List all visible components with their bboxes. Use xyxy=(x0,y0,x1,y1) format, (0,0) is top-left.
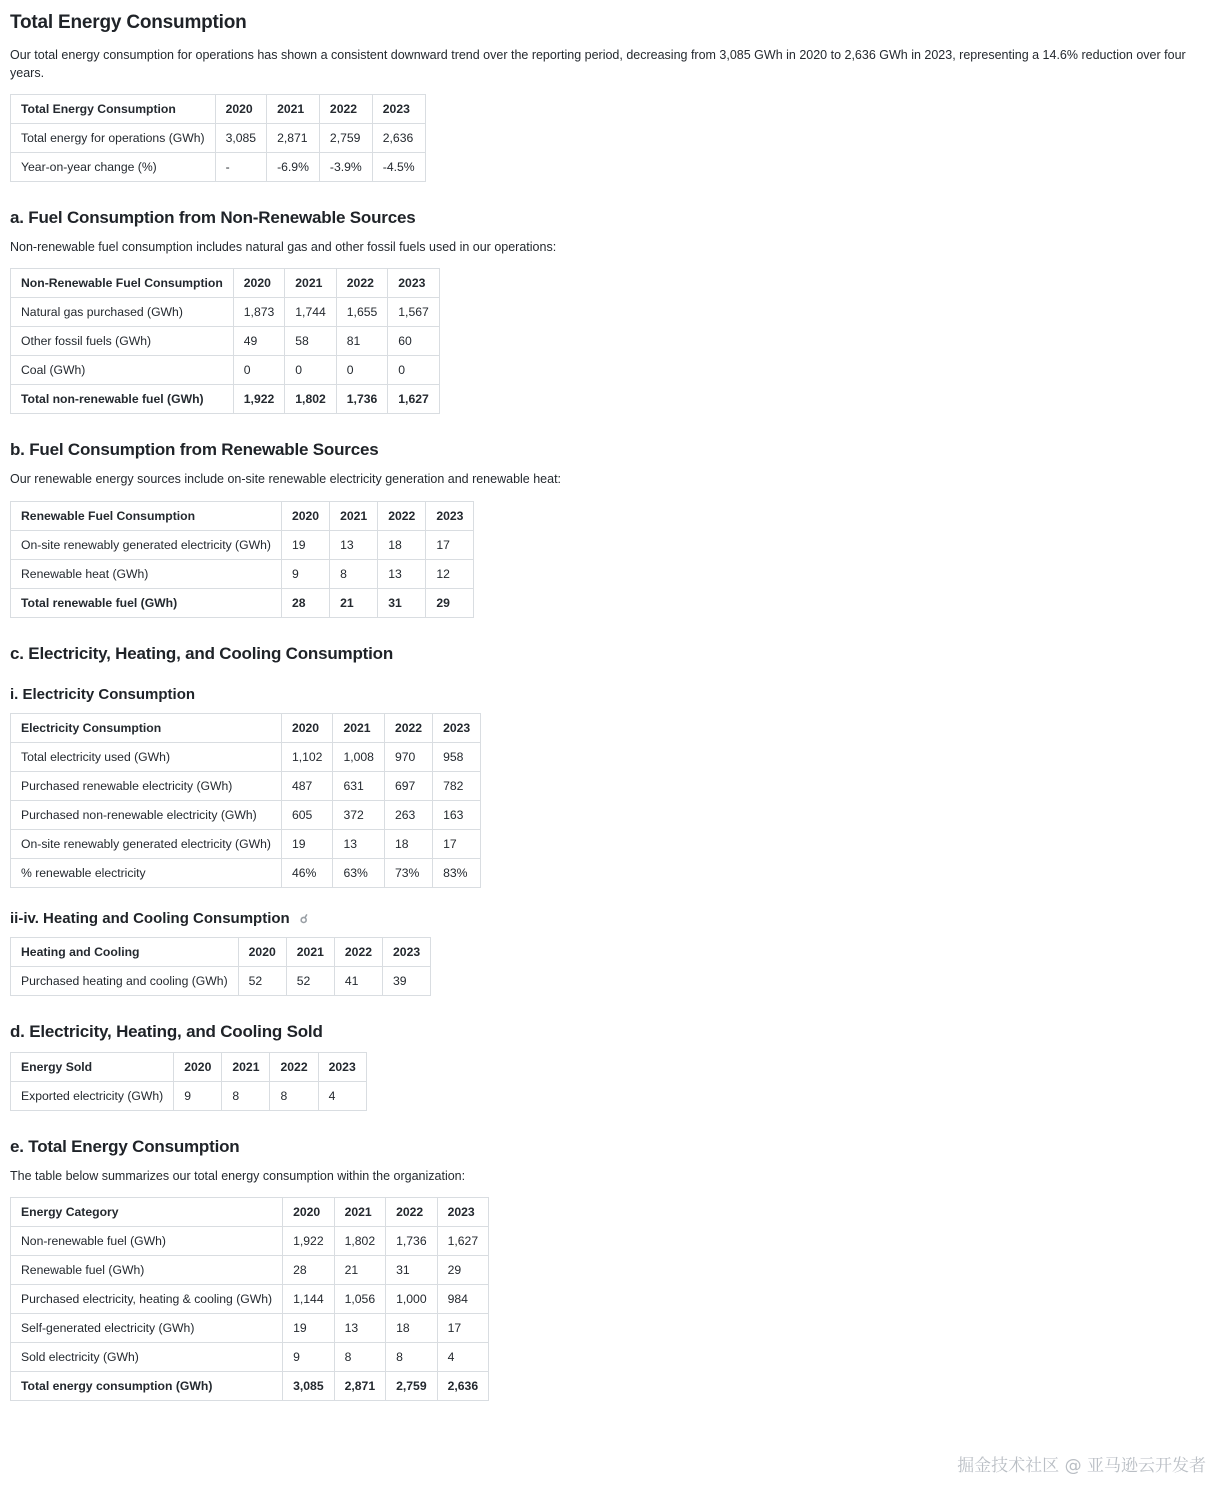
row-value: 1,655 xyxy=(336,298,388,327)
section-c-ii-label: ii-iv. Heating and Cooling Consumption xyxy=(10,909,290,927)
row-label: Natural gas purchased (GWh) xyxy=(11,298,234,327)
row-value: 605 xyxy=(281,800,333,829)
table-header-row xyxy=(11,269,440,298)
table-header-year: 2020 xyxy=(281,501,329,530)
row-value: 1,627 xyxy=(388,385,440,414)
table-header-label: Energy Category xyxy=(11,1197,283,1226)
row-label: Non-renewable fuel (GWh) xyxy=(11,1226,283,1255)
row-value: 1,008 xyxy=(333,742,385,771)
row-value: 31 xyxy=(378,588,426,617)
table-header-year: 2021 xyxy=(285,269,337,298)
row-value: 13 xyxy=(333,829,385,858)
row-value: 1,744 xyxy=(285,298,337,327)
table-header-label: Energy Sold xyxy=(11,1052,174,1081)
row-value: 1,567 xyxy=(388,298,440,327)
row-value: 0 xyxy=(285,356,337,385)
section-c-i-title xyxy=(10,686,1214,703)
energy-sold-table xyxy=(10,1052,367,1111)
row-value: 46% xyxy=(281,858,333,887)
table-row xyxy=(11,1342,489,1371)
table-row xyxy=(11,588,474,617)
total-summary-table xyxy=(10,1197,489,1401)
table-row xyxy=(11,153,426,182)
row-value: 163 xyxy=(433,800,481,829)
row-label: Total energy for operations (GWh) xyxy=(11,124,216,153)
section-b-title: b. Fuel Consumption from Renewable Sources xyxy=(10,440,379,460)
row-value: 263 xyxy=(384,800,432,829)
table-header-year: 2020 xyxy=(233,269,285,298)
page-title: Total Energy Consumption xyxy=(10,12,247,33)
row-value: 19 xyxy=(281,530,329,559)
table-row xyxy=(11,1226,489,1255)
row-value: 8 xyxy=(222,1081,270,1110)
table-header-label: Heating and Cooling xyxy=(11,937,239,966)
table-header-year: 2022 xyxy=(319,95,372,124)
table-row xyxy=(11,966,431,995)
row-label: Purchased renewable electricity (GWh) xyxy=(11,771,282,800)
row-value: 1,802 xyxy=(285,385,337,414)
row-label: On-site renewably generated electricity (GWh) xyxy=(11,530,282,559)
row-value: 13 xyxy=(378,559,426,588)
table-row xyxy=(11,742,481,771)
table-header-year: 2023 xyxy=(388,269,440,298)
table-row xyxy=(11,1313,489,1342)
table-header-year: 2022 xyxy=(334,937,382,966)
table-header-year: 2020 xyxy=(281,713,333,742)
table-header-year: 2023 xyxy=(426,501,474,530)
row-value: 697 xyxy=(384,771,432,800)
table-header-year: 2020 xyxy=(283,1197,335,1226)
table-header-year: 2021 xyxy=(267,95,320,124)
row-value: 28 xyxy=(283,1255,335,1284)
electricity-consumption-table xyxy=(10,713,481,888)
row-label: Purchased non-renewable electricity (GWh) xyxy=(11,800,282,829)
table-header-year: 2023 xyxy=(383,937,431,966)
row-value: 2,759 xyxy=(319,124,372,153)
table-header-year: 2023 xyxy=(433,713,481,742)
row-value: -3.9% xyxy=(319,153,372,182)
row-value: 487 xyxy=(281,771,333,800)
table-row xyxy=(11,559,474,588)
row-value: 1,922 xyxy=(283,1226,335,1255)
section-e-paragraph: The table below summarizes our total energy consumption within the organization: xyxy=(10,1168,466,1183)
row-value: 21 xyxy=(330,588,378,617)
table-header-label: Non-Renewable Fuel Consumption xyxy=(11,269,234,298)
row-value: 4 xyxy=(318,1081,366,1110)
table-header-year: 2021 xyxy=(334,1197,386,1226)
row-value: 60 xyxy=(388,327,440,356)
row-value: 18 xyxy=(386,1313,438,1342)
non-renewable-fuel-table xyxy=(10,268,440,414)
row-value: 1,056 xyxy=(334,1284,386,1313)
row-value: 41 xyxy=(334,966,382,995)
table-row xyxy=(11,298,440,327)
table-header-row xyxy=(11,95,426,124)
row-value: 17 xyxy=(433,829,481,858)
section-e-title: e. Total Energy Consumption xyxy=(10,1136,240,1156)
table-row xyxy=(11,530,474,559)
row-value: 52 xyxy=(286,966,334,995)
row-value: 2,636 xyxy=(437,1371,489,1400)
row-value: 18 xyxy=(384,829,432,858)
table-row xyxy=(11,1284,489,1313)
row-value: 8 xyxy=(330,559,378,588)
row-value: 958 xyxy=(433,742,481,771)
table-header-label: Electricity Consumption xyxy=(11,713,282,742)
row-label: Renewable fuel (GWh) xyxy=(11,1255,283,1284)
row-label: Total energy consumption (GWh) xyxy=(11,1371,283,1400)
row-label: Purchased electricity, heating & cooling (GWh) xyxy=(11,1284,283,1313)
row-value: 28 xyxy=(281,588,329,617)
row-value: 17 xyxy=(426,530,474,559)
row-value: 9 xyxy=(281,559,329,588)
table-header-row xyxy=(11,713,481,742)
table-row xyxy=(11,1255,489,1284)
section-a-paragraph: Non-renewable fuel consumption includes natural gas and other fossil fuels used in our operations: xyxy=(10,240,557,255)
table-row xyxy=(11,124,426,153)
table-row xyxy=(11,829,481,858)
row-label: Exported electricity (GWh) xyxy=(11,1081,174,1110)
table-header-year: 2021 xyxy=(333,713,385,742)
row-value: -6.9% xyxy=(267,153,320,182)
row-label: Sold electricity (GWh) xyxy=(11,1342,283,1371)
row-value: 73% xyxy=(384,858,432,887)
row-label: Total non-renewable fuel (GWh) xyxy=(11,385,234,414)
row-value: 49 xyxy=(233,327,285,356)
row-value: 31 xyxy=(386,1255,438,1284)
table-header-row xyxy=(11,501,474,530)
table-header-year: 2022 xyxy=(270,1052,318,1081)
table-header-year: 2023 xyxy=(318,1052,366,1081)
table-row xyxy=(11,385,440,414)
row-value: 984 xyxy=(437,1284,489,1313)
row-value: 21 xyxy=(334,1255,386,1284)
row-value: 39 xyxy=(383,966,431,995)
row-label: Renewable heat (GWh) xyxy=(11,559,282,588)
row-value: 8 xyxy=(334,1342,386,1371)
section-b-paragraph: Our renewable energy sources include on-site renewable electricity generation and renewable heat: xyxy=(10,472,562,487)
table-header-year: 2022 xyxy=(384,713,432,742)
table-header-year: 2023 xyxy=(437,1197,489,1226)
row-value: 1,144 xyxy=(283,1284,335,1313)
row-value: 1,627 xyxy=(437,1226,489,1255)
table-row xyxy=(11,327,440,356)
row-value: 1,802 xyxy=(334,1226,386,1255)
link-anchor-icon[interactable]: ☌ xyxy=(299,911,307,926)
table-header-year: 2021 xyxy=(286,937,334,966)
row-value: 29 xyxy=(426,588,474,617)
table-row xyxy=(11,858,481,887)
row-value: 13 xyxy=(334,1313,386,1342)
renewable-fuel-table xyxy=(10,501,474,618)
row-label: Purchased heating and cooling (GWh) xyxy=(11,966,239,995)
row-value: 8 xyxy=(386,1342,438,1371)
row-value: 83% xyxy=(433,858,481,887)
row-label: Coal (GWh) xyxy=(11,356,234,385)
row-label: % renewable electricity xyxy=(11,858,282,887)
table-header-year: 2020 xyxy=(174,1052,222,1081)
row-value: 63% xyxy=(333,858,385,887)
row-value: 2,759 xyxy=(386,1371,438,1400)
row-value: 3,085 xyxy=(215,124,267,153)
table-row xyxy=(11,356,440,385)
table-header-label: Renewable Fuel Consumption xyxy=(11,501,282,530)
table-header-year: 2021 xyxy=(222,1052,270,1081)
table-header-year: 2020 xyxy=(215,95,267,124)
intro-paragraph: Our total energy consumption for operations has shown a consistent downward trend over the reporting period, decreasing from 3,085 GWh in 2020 to 2,636 GWh in 2023, representing a 14.6% reduction over four years. xyxy=(10,48,1186,81)
row-label: On-site renewably generated electricity (GWh) xyxy=(11,829,282,858)
row-label: Total electricity used (GWh) xyxy=(11,742,282,771)
section-c-ii-title xyxy=(10,910,1214,927)
table-header-row xyxy=(11,1052,367,1081)
table-header-year: 2021 xyxy=(330,501,378,530)
table-row xyxy=(11,771,481,800)
table-row xyxy=(11,1371,489,1400)
row-value: 19 xyxy=(283,1313,335,1342)
row-value: 631 xyxy=(333,771,385,800)
section-a-title: a. Fuel Consumption from Non-Renewable Sources xyxy=(10,208,416,228)
row-value: 58 xyxy=(285,327,337,356)
row-value: 9 xyxy=(283,1342,335,1371)
row-value: 1,736 xyxy=(336,385,388,414)
row-value: 0 xyxy=(336,356,388,385)
row-label: Self-generated electricity (GWh) xyxy=(11,1313,283,1342)
row-value: 81 xyxy=(336,327,388,356)
row-value: 0 xyxy=(388,356,440,385)
row-value: 1,873 xyxy=(233,298,285,327)
row-value: 8 xyxy=(270,1081,318,1110)
row-value: 9 xyxy=(174,1081,222,1110)
row-value: 17 xyxy=(437,1313,489,1342)
table-header-year: 2022 xyxy=(336,269,388,298)
table-header-year: 2023 xyxy=(372,95,425,124)
section-d-title: d. Electricity, Heating, and Cooling Sold xyxy=(10,1021,323,1041)
row-value: 12 xyxy=(426,559,474,588)
row-value: 13 xyxy=(330,530,378,559)
row-value: 1,922 xyxy=(233,385,285,414)
row-value: 1,102 xyxy=(281,742,333,771)
row-value: 970 xyxy=(384,742,432,771)
row-value: 4 xyxy=(437,1342,489,1371)
table-header-year: 2022 xyxy=(386,1197,438,1226)
row-value: 0 xyxy=(233,356,285,385)
row-value: -4.5% xyxy=(372,153,425,182)
table-row xyxy=(11,1081,367,1110)
row-value: 3,085 xyxy=(283,1371,335,1400)
table-header-row xyxy=(11,937,431,966)
row-label: Total renewable fuel (GWh) xyxy=(11,588,282,617)
row-value: 782 xyxy=(433,771,481,800)
heating-cooling-table xyxy=(10,937,431,996)
row-label: Other fossil fuels (GWh) xyxy=(11,327,234,356)
row-value: 29 xyxy=(437,1255,489,1284)
total-energy-table xyxy=(10,94,426,182)
row-value: 52 xyxy=(238,966,286,995)
table-header-year: 2020 xyxy=(238,937,286,966)
section-c-title: c. Electricity, Heating, and Cooling Consumption xyxy=(10,643,394,663)
row-value: 18 xyxy=(378,530,426,559)
watermark: 掘金技术社区 @ 亚马逊云开发者 xyxy=(957,1456,1206,1476)
table-header-label: Total Energy Consumption xyxy=(11,95,216,124)
row-value: 2,871 xyxy=(267,124,320,153)
row-value: 2,636 xyxy=(372,124,425,153)
table-header-year: 2022 xyxy=(378,501,426,530)
row-value: - xyxy=(215,153,267,182)
table-row xyxy=(11,800,481,829)
row-value: 2,871 xyxy=(334,1371,386,1400)
row-value: 372 xyxy=(333,800,385,829)
row-value: 1,000 xyxy=(386,1284,438,1313)
row-value: 1,736 xyxy=(386,1226,438,1255)
section-c-i-label: i. Electricity Consumption xyxy=(10,685,196,703)
row-value: 19 xyxy=(281,829,333,858)
table-header-row xyxy=(11,1197,489,1226)
row-label: Year-on-year change (%) xyxy=(11,153,216,182)
